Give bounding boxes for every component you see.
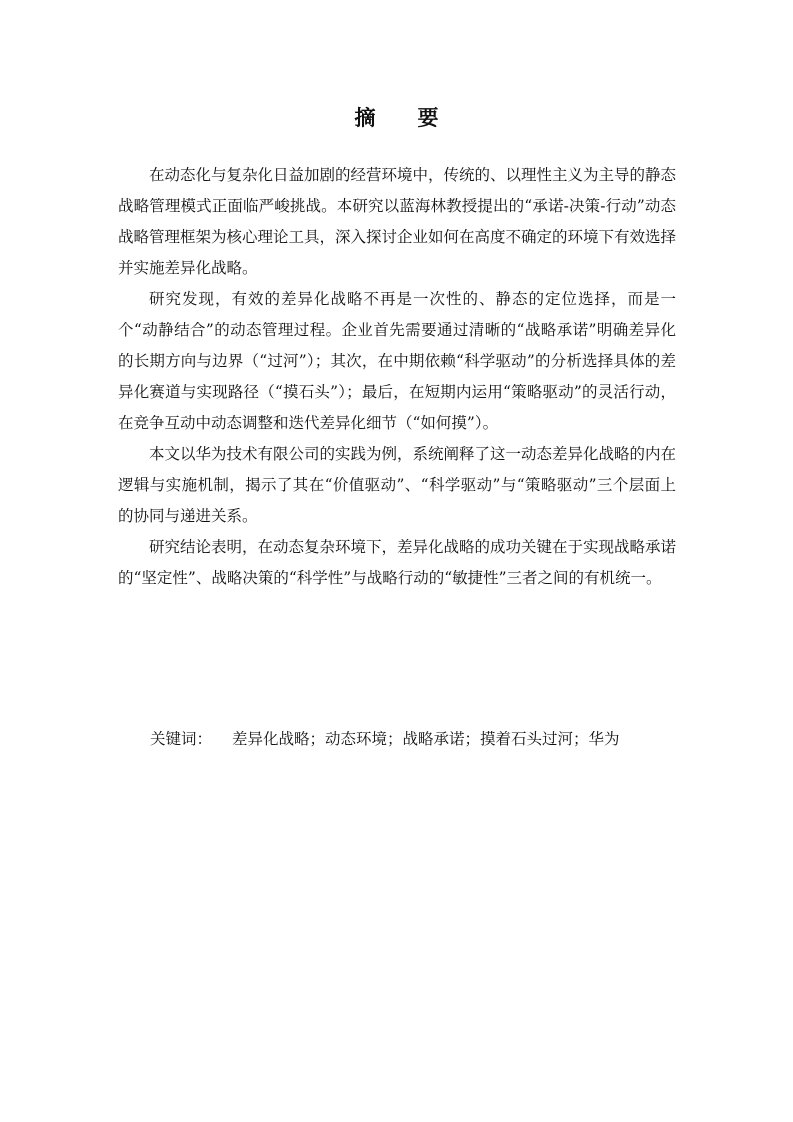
abstract-title: 摘 要 (354, 106, 449, 130)
abstract-paragraph-1: 在动态化与复杂化日益加剧的经营环境中，传统的、以理性主义为主导的静态战略管理模式正面临严峻挑战。本研究以蓝海林教授提出的“承诺-决策-行动”动态战略管理框架为核心理论工具，深入探讨企业如何在高度不确定的环境下有效选择并实施差异化战略。 (118, 166, 677, 277)
abstract-paragraph-3: 本文以华为技术有限公司的实践为例，系统阐释了这一动态差异化战略的内在逻辑与实施机制，揭示了其在“价值驱动”、“科学驱动”与“策略驱动”三个层面上的协同与递进关系。 (118, 445, 677, 525)
keywords-label: 关键词： (150, 730, 213, 748)
abstract-paragraph-2: 研究发现，有效的差异化战略不再是一次性的、静态的定位选择，而是一个“动静结合”的动态管理过程。企业首先需要通过清晰的“战略承诺”明确差异化的长期方向与边界（“过河”）；其次，在中期依赖“科学驱动”的分析选择具体的差异化赛道与实现路径（“摸石头”）；最后，在短期内运用“策略驱动”的灵活行动，在竞争互动中动态调整和迭代差异化细节（“如何摸”）。 (118, 290, 676, 432)
keywords-line (150, 727, 710, 751)
abstract-paragraph-4: 研究结论表明，在动态复杂环境下，差异化战略的成功关键在于实现战略承诺的“坚定性”、战略决策的“科学性”与战略行动的“敏捷性”三者之间的有机统一。 (118, 538, 677, 587)
abstract-body (118, 160, 676, 594)
keywords-value: 差异化战略；动态环境；战略承诺；摸着石头过河；华为 (232, 730, 620, 748)
